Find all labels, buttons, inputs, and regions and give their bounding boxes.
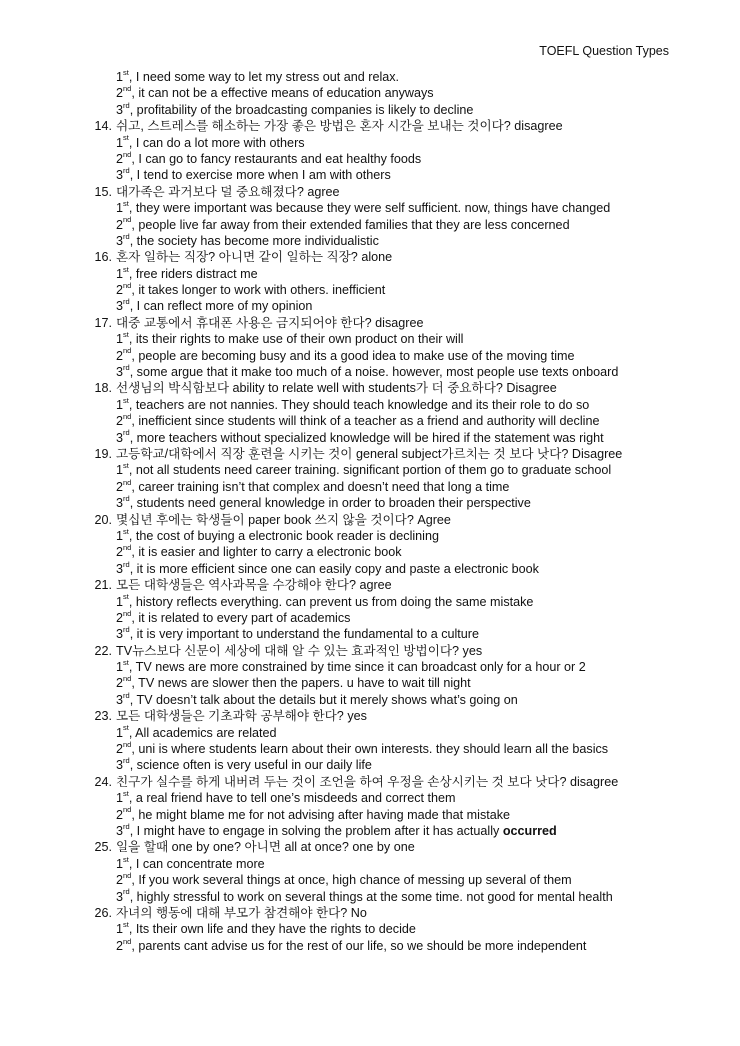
ordinal-suffix: st: [123, 854, 129, 864]
answer-ordinal: 3: [116, 233, 124, 248]
answer-line: [69, 413, 729, 429]
ordinal-suffix: nd: [123, 149, 132, 159]
answer-text: , I need some way to let my stress out and relax.: [128, 70, 400, 84]
answer-line: [69, 872, 729, 888]
question-line: [69, 839, 729, 855]
answer-line: [69, 167, 729, 183]
answer-ordinal: 2: [116, 217, 124, 232]
answer-ordinal: 3: [116, 430, 124, 445]
answer-text: , I can concentrate more: [128, 856, 265, 871]
question-line: [69, 184, 729, 200]
answer-text: , uni is where students learn about their own interests. they should learn all the basics: [131, 742, 609, 757]
answer-text: , inefficient since students will think of a teacher as a friend and authority will decline: [131, 414, 600, 429]
answer-ordinal: 3: [116, 627, 124, 642]
question-number: 22.: [94, 643, 112, 658]
answer-line: [69, 692, 729, 708]
ordinal-suffix: st: [123, 920, 129, 930]
answer-text: , history reflects everything. can prevent us from doing the same mistake: [128, 594, 534, 609]
ordinal-suffix: rd: [123, 559, 130, 569]
answer-line: [69, 266, 729, 282]
answer-line: [69, 282, 729, 298]
ordinal-suffix: st: [123, 723, 129, 733]
ordinal-suffix: rd: [123, 297, 130, 307]
answer-ordinal: 2: [116, 414, 124, 429]
answer-ordinal: 3: [116, 365, 124, 380]
ordinal-suffix: nd: [123, 936, 132, 946]
question-text: TV뉴스보다 신문이 세상에 대해 알 수 있는 효과적인 방법이다? yes: [116, 643, 483, 658]
question-line: [69, 643, 729, 659]
answer-text: , it is more efficient since one can easily copy and paste a electronic book: [129, 561, 539, 576]
question-number: 26.: [94, 905, 112, 920]
answer-ordinal: 1: [116, 528, 124, 543]
question-line: [69, 577, 729, 593]
answer-text: , they were important was because they were self sufficient. now, things have changed: [128, 201, 611, 216]
answer-ordinal: 3: [116, 692, 124, 707]
answer-text: , the society has become more individualistic: [129, 233, 379, 248]
question-number: 15.: [94, 184, 112, 199]
question-text: 대가족은 과거보다 덜 중요해졌다? agree: [116, 184, 340, 199]
question-line: [69, 446, 729, 462]
answer-ordinal: 3: [116, 168, 124, 183]
answer-line: [69, 495, 729, 511]
answer-text: , students need general knowledge in order to broaden their perspective: [129, 496, 531, 511]
ordinal-suffix: nd: [123, 805, 132, 815]
ordinal-suffix: st: [123, 67, 129, 77]
answer-ordinal: 2: [116, 873, 124, 888]
ordinal-suffix: nd: [123, 215, 132, 225]
question-number: 20.: [94, 512, 112, 527]
answer-ordinal: 3: [116, 758, 124, 773]
answer-line: [69, 921, 729, 937]
ordinal-suffix: st: [123, 264, 129, 274]
answer-text: , it is easier and lighter to carry a electronic book: [131, 545, 402, 560]
question-line: [69, 380, 729, 396]
answer-line: [69, 790, 729, 806]
question-line: [69, 315, 729, 331]
ordinal-suffix: st: [123, 789, 129, 798]
question-text: 모든 대학생들은 역사과목을 수강해야 한다? agree: [116, 578, 392, 593]
answer-ordinal: 1: [116, 135, 124, 150]
question-number: 21.: [94, 578, 112, 593]
answer-text: , I might have to engage in solving the problem after it has actually: [129, 823, 503, 838]
ordinal-suffix: rd: [123, 625, 130, 635]
question-text: 몇십년 후에는 학생들이 paper book 쓰지 않을 것이다? Agree: [116, 512, 451, 527]
answer-text: , he might blame me for not advising after having made that mistake: [131, 807, 511, 822]
answer-line: [69, 364, 729, 380]
ordinal-suffix: nd: [123, 608, 132, 618]
answer-ordinal: 3: [116, 823, 124, 838]
answer-line: [69, 462, 729, 478]
ordinal-suffix: nd: [123, 543, 132, 553]
answer-text: , parents cant advise us for the rest of our life, so we should be more independent: [131, 938, 587, 953]
answer-ordinal: 1: [116, 856, 124, 871]
question-text: 모든 대학생들은 기초과학 공부해야 한다? yes: [116, 709, 367, 724]
ordinal-suffix: rd: [123, 362, 130, 372]
answer-line: [69, 610, 729, 626]
ordinal-suffix: nd: [123, 477, 132, 487]
answer-text: , All academics are related: [128, 725, 277, 740]
answer-line: [69, 741, 729, 757]
question-line: [69, 708, 729, 724]
answer-text: , it is related to every part of academics: [131, 610, 351, 625]
answer-ordinal: 2: [116, 676, 124, 691]
ordinal-suffix: rd: [123, 756, 130, 766]
ordinal-suffix: st: [123, 330, 129, 340]
answer-ordinal: 1: [116, 266, 124, 281]
answer-ordinal: 1: [116, 397, 124, 412]
answer-line: [69, 856, 729, 872]
question-number: 16.: [94, 250, 112, 265]
answer-line: [69, 528, 729, 544]
answer-ordinal: 1: [116, 594, 124, 609]
answer-text: , If you work several things at once, high chance of messing up several of them: [131, 873, 572, 888]
document-body: [69, 69, 729, 954]
answer-text: , free riders distract me: [128, 266, 258, 281]
answer-text: , people are becoming busy and its a good idea to make use of the moving time: [131, 348, 575, 363]
answer-text: , people live far away from their extended families that they are less concerned: [131, 217, 570, 232]
question-number: 17.: [94, 315, 112, 330]
ordinal-suffix: st: [123, 592, 129, 602]
answer-text: , it is very important to understand the fundamental to a culture: [129, 627, 480, 642]
question-number: 23.: [94, 709, 112, 724]
answer-line: [69, 69, 729, 85]
answer-text: , I can go to fancy restaurants and eat healthy foods: [131, 151, 422, 166]
answer-ordinal: 2: [116, 545, 124, 560]
question-number: 25.: [94, 840, 112, 855]
ordinal-suffix: nd: [123, 84, 132, 94]
question-number: 14.: [94, 119, 112, 134]
answer-text: , it takes longer to work with others. inefficient: [131, 283, 386, 298]
question-number: 24.: [94, 774, 112, 789]
answer-ordinal: 2: [116, 283, 124, 298]
answer-line: [69, 938, 729, 954]
ordinal-suffix: rd: [123, 428, 130, 438]
ordinal-suffix: st: [123, 461, 129, 471]
answer-text: , science often is very useful in our daily life: [129, 758, 372, 773]
answer-line: [69, 298, 729, 314]
answer-line: [69, 479, 729, 495]
answer-ordinal: 2: [116, 348, 124, 363]
question-line: [69, 905, 729, 921]
ordinal-suffix: rd: [123, 690, 130, 700]
answer-ordinal: 2: [116, 938, 124, 953]
answer-ordinal: 1: [116, 463, 124, 478]
answer-ordinal: 3: [116, 561, 124, 576]
answer-text: , it can not be a effective means of education anyways: [131, 86, 434, 101]
answer-ordinal: 1: [116, 725, 124, 740]
answer-ordinal: 3: [116, 102, 124, 117]
answer-line: [69, 135, 729, 151]
question-text: 고등학교/대학에서 직장 훈련을 시키는 것이 general subject가르치는 것 보다 낫다? Disagree: [116, 446, 623, 461]
ordinal-suffix: rd: [123, 493, 130, 503]
answer-line: [69, 348, 729, 364]
ordinal-suffix: st: [123, 198, 129, 208]
answer-ordinal: 1: [116, 201, 124, 216]
answer-line: [69, 561, 729, 577]
answer-ordinal: 2: [116, 742, 124, 757]
answer-line: [69, 807, 729, 823]
ordinal-suffix: st: [123, 395, 129, 405]
question-text: 선생님의 박식함보다 ability to relate well with students가 더 중요하다? Disagree: [116, 381, 557, 396]
answer-ordinal: 3: [116, 496, 124, 511]
answer-text: , a real friend have to tell one’s misdeeds and correct them: [128, 791, 456, 806]
question-number: 19.: [94, 446, 112, 461]
answer-line: [69, 823, 729, 839]
answer-ordinal: 1: [116, 791, 124, 806]
ordinal-suffix: st: [123, 657, 129, 667]
page-header: TOEFL Question Types: [539, 44, 669, 58]
question-text: 자녀의 행동에 대해 부모가 참견해야 한다? No: [116, 905, 367, 920]
answer-ordinal: 2: [116, 807, 124, 822]
answer-ordinal: 2: [116, 610, 124, 625]
answer-line: [69, 397, 729, 413]
answer-text: , TV doesn’t talk about the details but it merely shows what’s going on: [129, 692, 518, 707]
answer-text: , TV news are more constrained by time since it can broadcast only for a hour or 2: [128, 660, 586, 675]
answer-text: , more teachers without specialized knowledge will be hired if the statement was right: [129, 430, 604, 445]
answer-text: , the cost of buying a electronic book reader is declining: [128, 528, 439, 543]
answer-ordinal: 1: [116, 332, 124, 347]
answer-text: , its their rights to make use of their own product on their will: [128, 332, 464, 347]
answer-line: [69, 233, 729, 249]
answer-ordinal: 1: [116, 70, 124, 84]
question-line: [69, 118, 729, 134]
ordinal-suffix: rd: [123, 166, 130, 176]
answer-text: , some argue that it make too much of a noise. however, most people use texts onboard: [129, 365, 619, 380]
answer-line: [69, 331, 729, 347]
answer-text: , I can reflect more of my opinion: [129, 299, 313, 314]
answer-ordinal: 1: [116, 922, 124, 937]
question-line: [69, 249, 729, 265]
answer-line: [69, 102, 729, 118]
question-number: 18.: [94, 381, 112, 396]
answer-line: [69, 85, 729, 101]
ordinal-suffix: nd: [123, 346, 132, 356]
ordinal-suffix: st: [123, 526, 129, 536]
answer-text: , I can do a lot more with others: [128, 135, 305, 150]
answer-line: [69, 725, 729, 741]
answer-ordinal: 2: [116, 86, 124, 101]
answer-line: [69, 626, 729, 642]
answer-line: [69, 200, 729, 216]
question-line: [69, 512, 729, 528]
answer-line: [69, 594, 729, 610]
ordinal-suffix: nd: [123, 412, 132, 422]
ordinal-suffix: rd: [123, 231, 130, 241]
ordinal-suffix: rd: [123, 887, 130, 897]
ordinal-suffix: st: [123, 133, 129, 143]
answer-text: , I tend to exercise more when I am with others: [129, 168, 391, 183]
answer-text: , profitability of the broadcasting companies is likely to decline: [129, 102, 474, 117]
answer-line: [69, 151, 729, 167]
ordinal-suffix: nd: [123, 870, 132, 880]
question-line: [69, 774, 729, 790]
answer-ordinal: 3: [116, 889, 124, 904]
answer-text: , not all students need career training. significant portion of them go to graduate school: [128, 463, 612, 478]
ordinal-suffix: nd: [123, 739, 132, 749]
answer-line: [69, 544, 729, 560]
question-text: 대중 교통에서 휴대폰 사용은 금지되어야 한다? disagree: [116, 315, 424, 330]
answer-line: [69, 889, 729, 905]
answer-text: , highly stressful to work on several things at the some time. not good for mental health: [129, 889, 613, 904]
answer-line: [69, 217, 729, 233]
answer-line: [69, 659, 729, 675]
answer-ordinal: 2: [116, 479, 124, 494]
answer-ordinal: 3: [116, 299, 124, 314]
ordinal-suffix: nd: [123, 674, 132, 684]
answer-line: [69, 675, 729, 691]
ordinal-suffix: rd: [123, 100, 130, 110]
question-text: 친구가 실수를 하게 내버려 두는 것이 조언을 하여 우정을 손상시키는 것 보다 낫다? disagree: [116, 774, 619, 789]
answer-text: , career training isn’t that complex and doesn’t need that long a time: [131, 479, 510, 494]
answer-text: , TV news are slower then the papers. u have to wait till night: [131, 676, 471, 691]
answer-text: , Its their own life and they have the rights to decide: [128, 922, 416, 937]
answer-text: , teachers are not nannies. They should teach knowledge and its their role to do so: [128, 397, 590, 412]
ordinal-suffix: rd: [123, 821, 130, 831]
answer-ordinal: 1: [116, 660, 124, 675]
answer-emphasis: occurred: [502, 823, 557, 838]
question-text: 일을 할때 one by one? 아니면 all at once? one by one: [116, 840, 415, 855]
question-text: 쉬고, 스트레스를 해소하는 가장 좋은 방법은 혼자 시간을 보내는 것이다? disagree: [116, 119, 563, 134]
answer-line: [69, 430, 729, 446]
answer-ordinal: 2: [116, 151, 124, 166]
ordinal-suffix: nd: [123, 280, 132, 290]
answer-line: [69, 757, 729, 773]
question-text: 혼자 일하는 직장? 아니면 같이 일하는 직장? alone: [116, 250, 393, 265]
